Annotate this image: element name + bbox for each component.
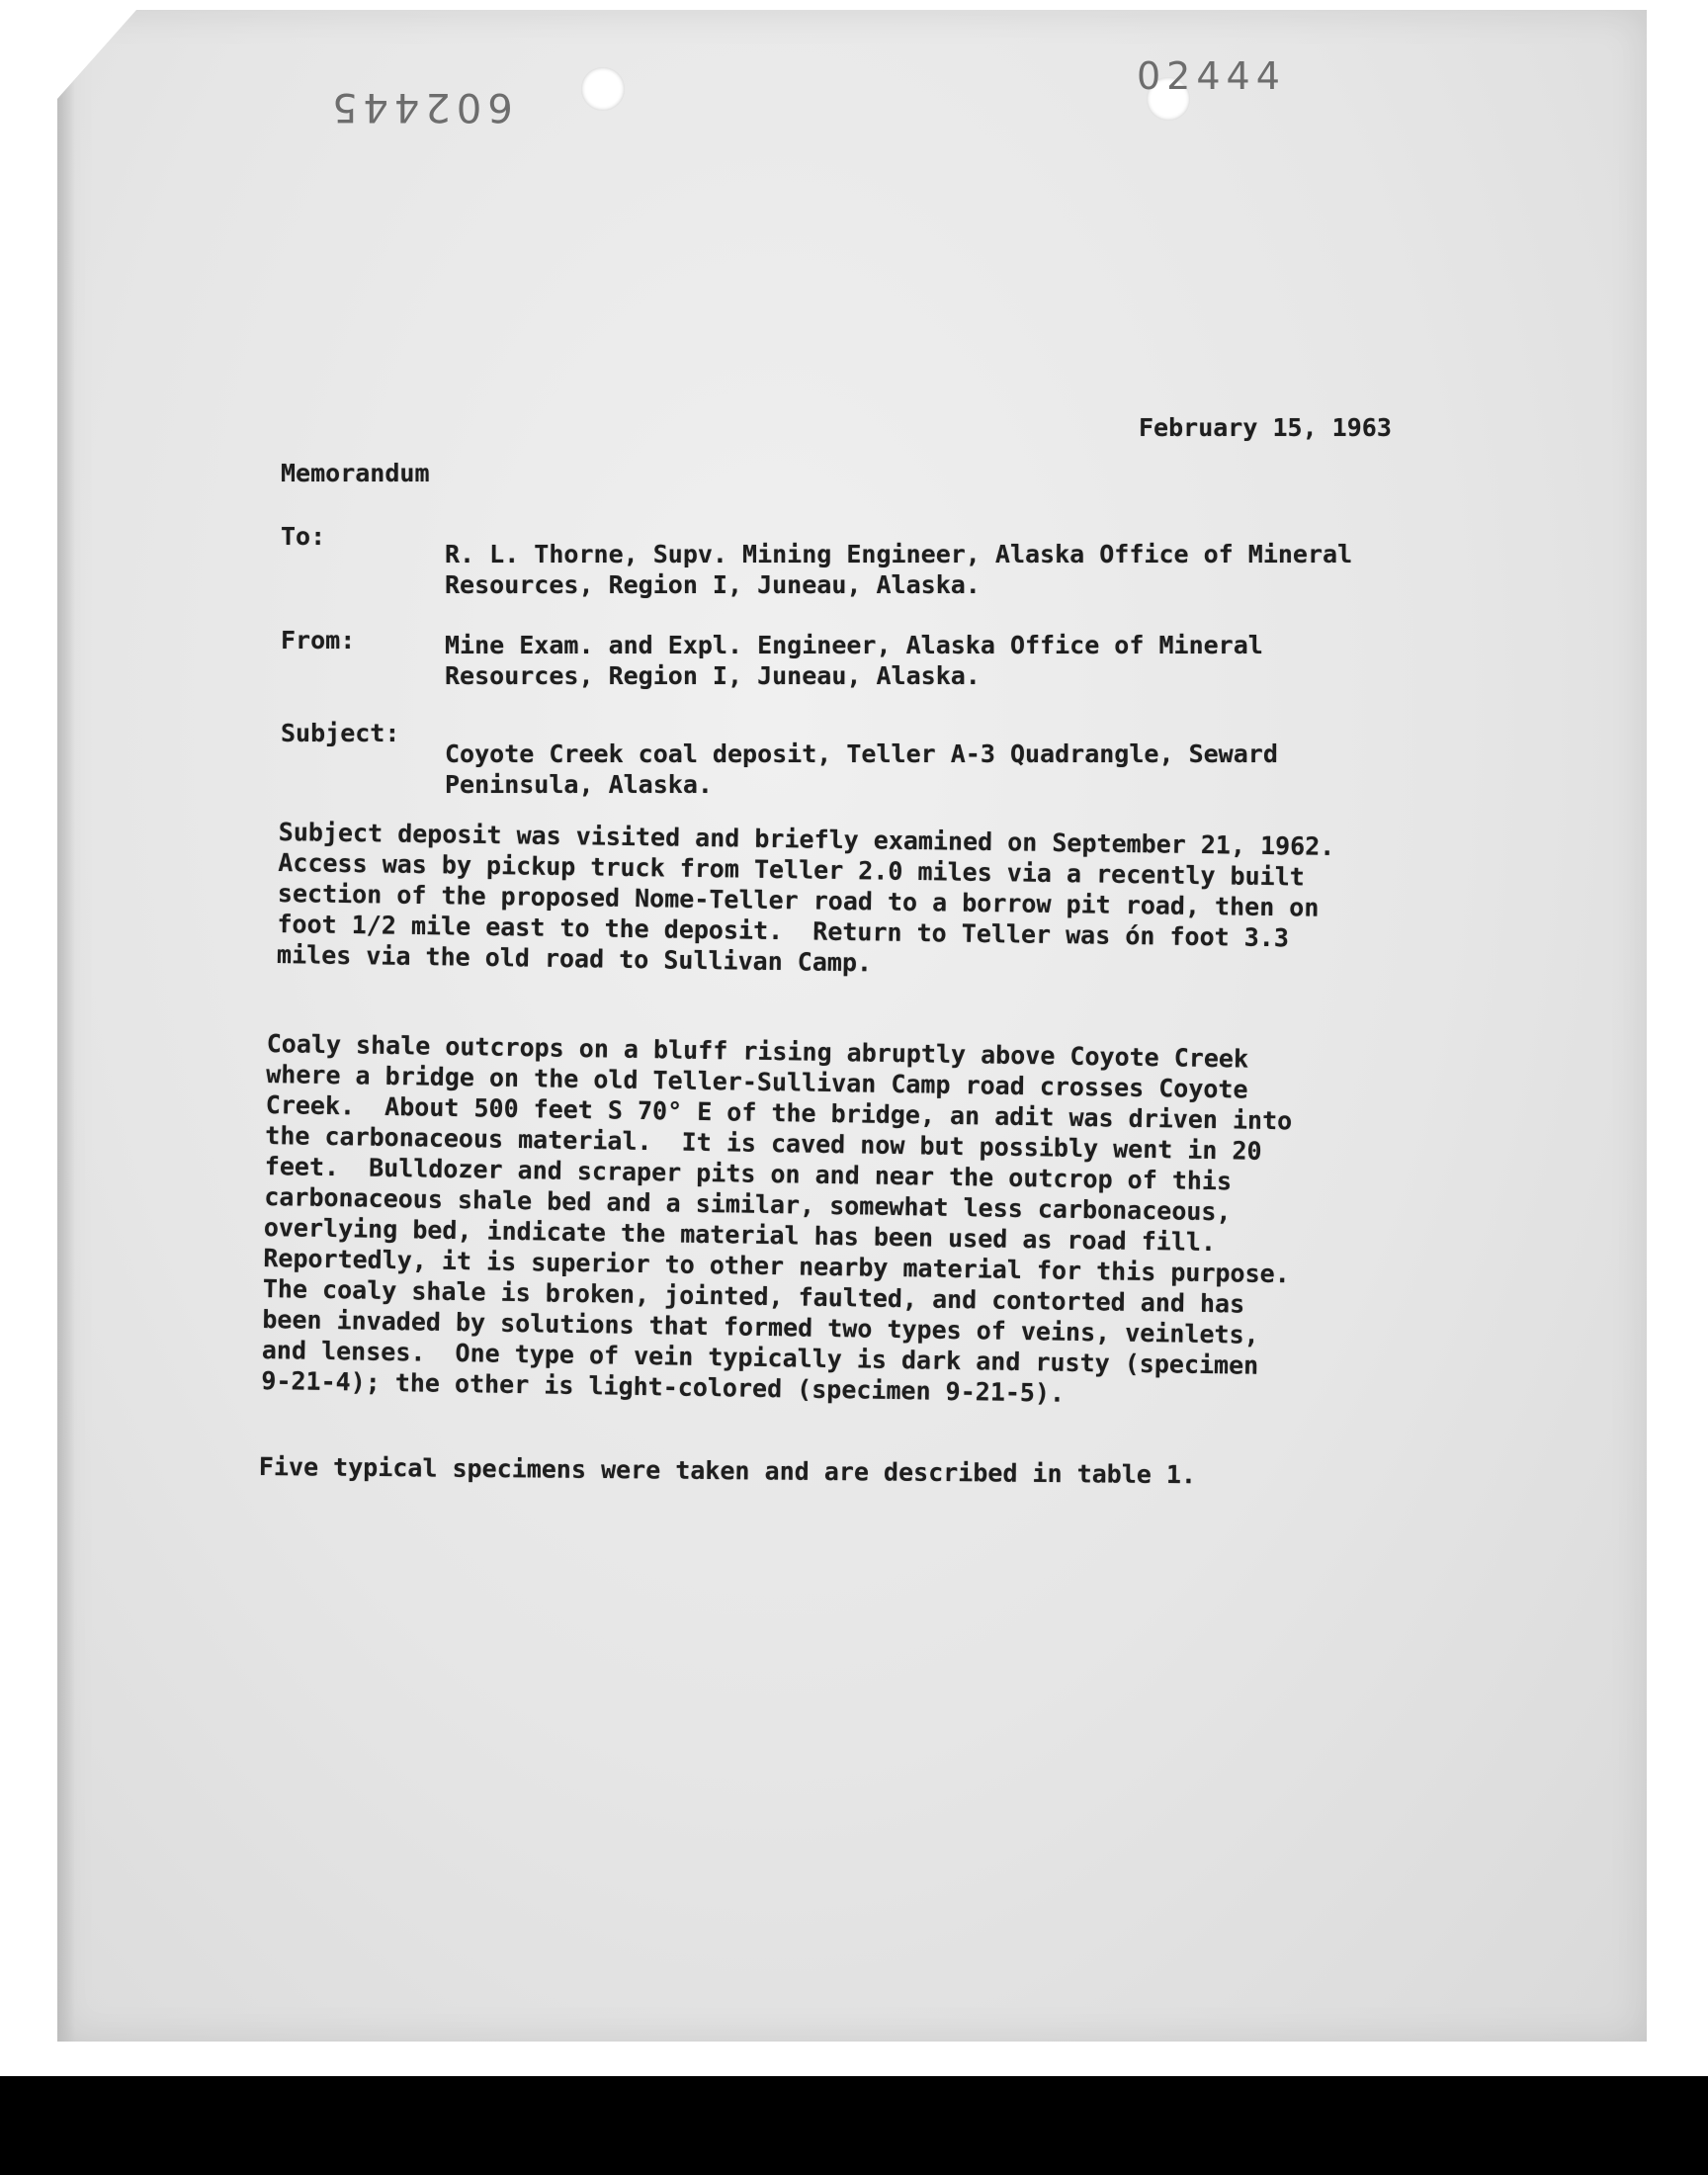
subject-value: Coyote Creek coal deposit, Teller A-3 Quadrangle, Seward Peninsula, Alaska. — [445, 740, 1278, 799]
folded-corner — [57, 10, 136, 99]
paragraph-specimens: Five typical specimens were taken and are described in table 1. — [258, 1452, 1197, 1490]
memo-title: Memorandum — [281, 459, 430, 487]
scan-bottom-border — [0, 2076, 1708, 2175]
subject-label: Subject: — [281, 719, 400, 747]
handwritten-page-number-upside-down: 602445 — [326, 84, 513, 130]
document-page — [57, 10, 1647, 2042]
paragraph-description: Coaly shale outcrops on a bluff rising abruptly above Coyote Creek where a bridge on the old Teller-Sullivan Camp road crosses Coyote Creek. About 500 feet S 70° E of the bridge, an adit was driven into the carbonaceous material. It is caved now but possibly went in 20 feet. Bulldozer and scraper pits on and near the outcrop of this carbonaceous shale bed and a similar, somewhat less carbonaceous, overlying bed, indicate the material has been used as road fill. Reportedly, it is superior to other nearby material for this purpose. The coaly shale is broken, jointed, faulted, and contorted and has been invaded by solutions that formed two types of veins, veinlets, and lenses. One type of vein typically is dark and rusty (specimen 9-21-4); the other is light-colored (specimen 9-21-5). — [261, 1028, 1293, 1408]
to-value: R. L. Thorne, Supv. Mining Engineer, Alaska Office of Mineral Resources, Region I, Juneau, Alaska. — [445, 540, 1353, 599]
memo-date: February 15, 1963 — [1139, 413, 1392, 442]
handwritten-page-number: 02444 — [1137, 54, 1286, 98]
from-value: Mine Exam. and Expl. Engineer, Alaska Office of Mineral Resources, Region I, Juneau, Alaska. — [445, 631, 1263, 690]
paragraph-access: Subject deposit was visited and briefly examined on September 21, 1962. Access was by pickup truck from Teller 2.0 miles via a recently built section of the proposed Nome-Teller road to a borrow pit road, then on foot 1/2 mile east to the deposit. Return to Teller was ón foot 3.3 miles via the old road to Sullivan Camp. — [276, 817, 1335, 978]
from-label: From: — [281, 626, 356, 654]
to-label: To: — [281, 522, 326, 551]
punch-hole — [581, 67, 625, 111]
